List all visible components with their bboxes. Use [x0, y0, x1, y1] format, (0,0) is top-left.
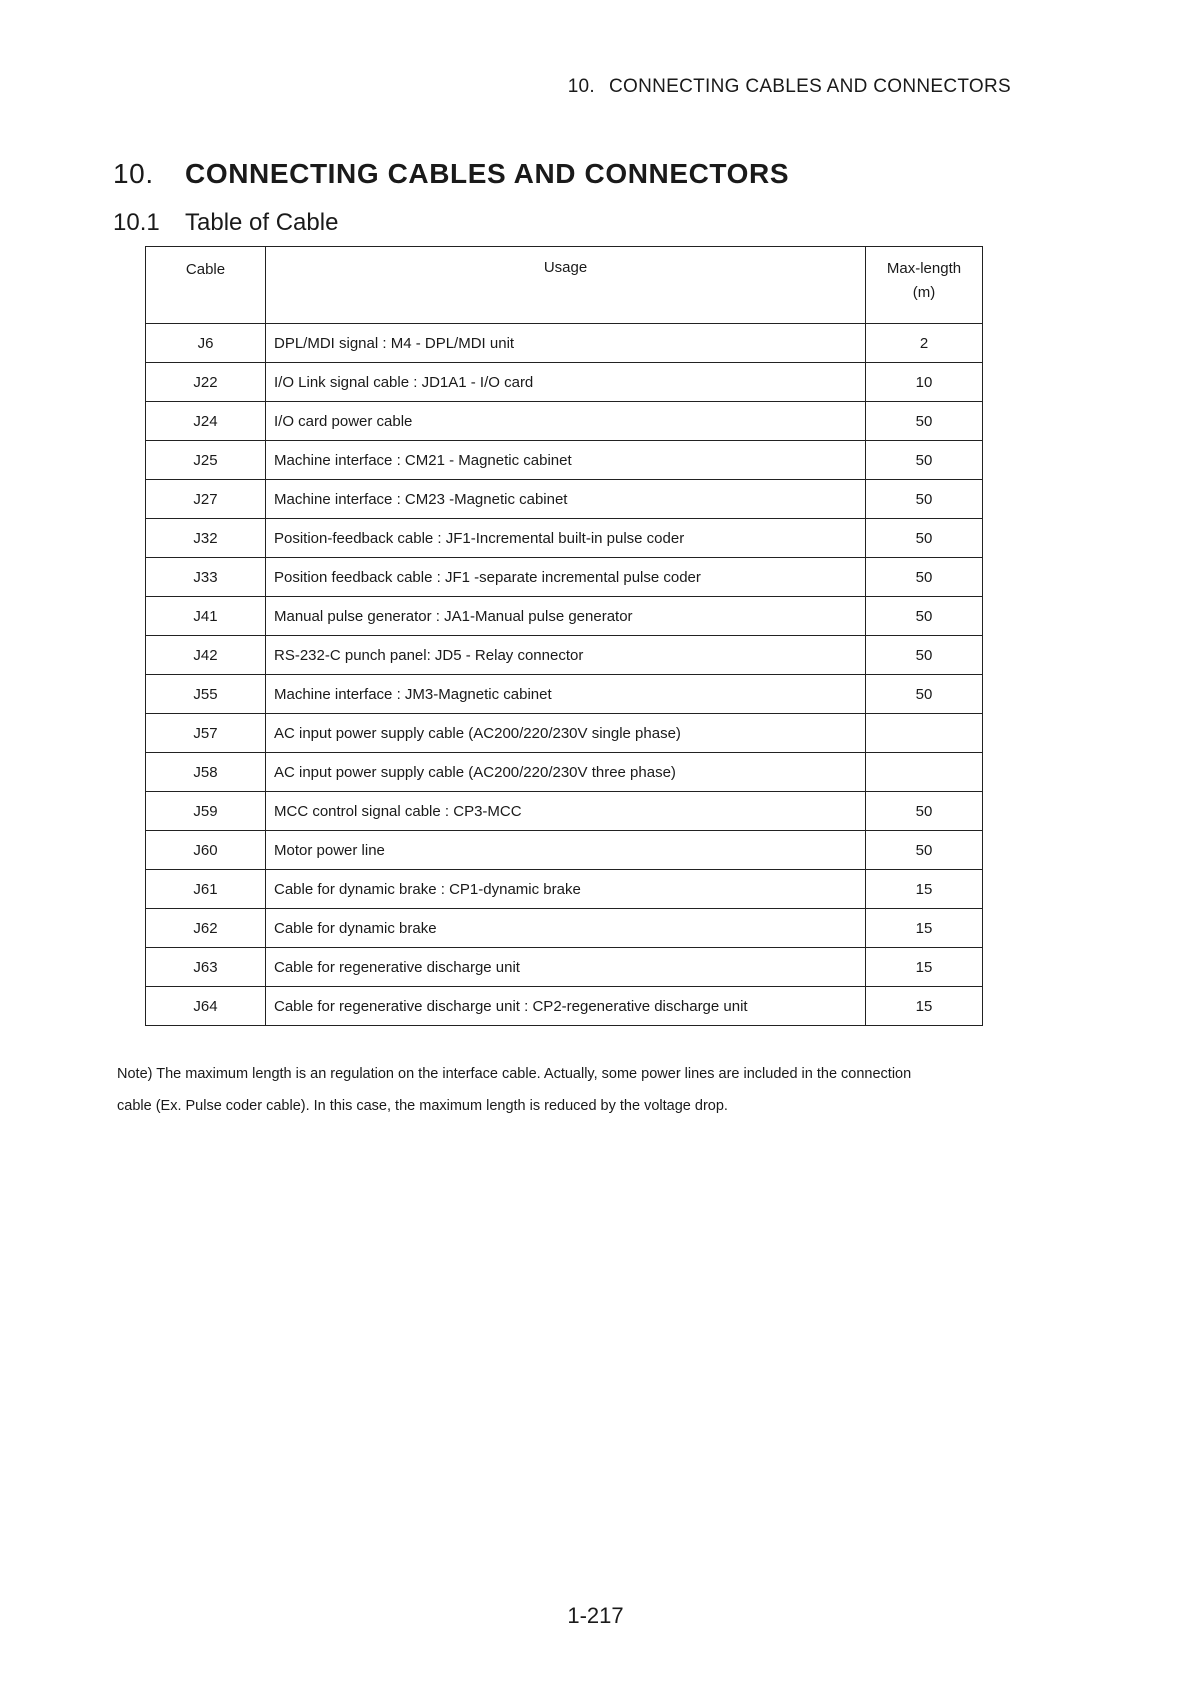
cell-max-length: 2 — [866, 324, 983, 363]
cell-cable: J22 — [146, 363, 266, 402]
cell-usage: RS-232-C punch panel: JD5 - Relay connector — [266, 636, 866, 675]
cell-usage: MCC control signal cable : CP3-MCC — [266, 792, 866, 831]
cell-max-length: 15 — [866, 909, 983, 948]
cell-usage: DPL/MDI signal : M4 - DPL/MDI unit — [266, 324, 866, 363]
header-cable: Cable — [146, 247, 266, 324]
note-line-2: cable (Ex. Pulse coder cable). In this case, the maximum length is reduced by the voltage drop. — [117, 1098, 728, 1114]
running-header — [568, 76, 1011, 98]
cell-max-length: 50 — [866, 402, 983, 441]
cell-usage: Position-feedback cable : JF1-Incremental built-in pulse coder — [266, 519, 866, 558]
cell-usage: I/O Link signal cable : JD1A1 - I/O card — [266, 363, 866, 402]
cell-max-length: 50 — [866, 441, 983, 480]
cell-usage: Cable for regenerative discharge unit — [266, 948, 866, 987]
cell-cable: J42 — [146, 636, 266, 675]
cell-usage: AC input power supply cable (AC200/220/230V three phase) — [266, 753, 866, 792]
table-row — [146, 792, 983, 831]
cell-max-length: 50 — [866, 831, 983, 870]
cell-cable: J58 — [146, 753, 266, 792]
table-row — [146, 831, 983, 870]
cell-cable: J32 — [146, 519, 266, 558]
cell-cable: J59 — [146, 792, 266, 831]
cell-cable: J24 — [146, 402, 266, 441]
chapter-title-text: CONNECTING CABLES AND CONNECTORS — [185, 158, 790, 189]
table-row — [146, 441, 983, 480]
section-title — [113, 209, 338, 237]
chapter-number: 10. — [113, 158, 154, 189]
section-title-text: Table of Cable — [185, 209, 339, 236]
table-row — [146, 870, 983, 909]
cell-max-length: 50 — [866, 558, 983, 597]
table-row — [146, 558, 983, 597]
table-row — [146, 909, 983, 948]
cell-usage: Machine interface : CM23 -Magnetic cabinet — [266, 480, 866, 519]
cell-max-length — [866, 714, 983, 753]
cell-cable: J63 — [146, 948, 266, 987]
table-row — [146, 324, 983, 363]
cell-max-length: 50 — [866, 675, 983, 714]
cell-usage: Cable for dynamic brake : CP1-dynamic brake — [266, 870, 866, 909]
cell-max-length: 50 — [866, 792, 983, 831]
cell-usage: Cable for dynamic brake — [266, 909, 866, 948]
cell-usage: Manual pulse generator : JA1-Manual pulse generator — [266, 597, 866, 636]
cell-cable: J25 — [146, 441, 266, 480]
table-row — [146, 675, 983, 714]
section-number: 10.1 — [113, 209, 160, 236]
table-row — [146, 753, 983, 792]
cell-max-length: 50 — [866, 636, 983, 675]
header-max-length-unit: (m) — [912, 284, 936, 301]
note-paragraph — [117, 1058, 1017, 1122]
cell-usage: Motor power line — [266, 831, 866, 870]
chapter-title — [113, 158, 789, 190]
cell-cable: J27 — [146, 480, 266, 519]
cell-cable: J55 — [146, 675, 266, 714]
cell-cable: J57 — [146, 714, 266, 753]
cell-max-length: 10 — [866, 363, 983, 402]
cell-usage: I/O card power cable — [266, 402, 866, 441]
table-row — [146, 402, 983, 441]
table-row — [146, 987, 983, 1026]
cell-usage: Machine interface : CM21 - Magnetic cabinet — [266, 441, 866, 480]
cell-cable: J62 — [146, 909, 266, 948]
table-row — [146, 948, 983, 987]
table-row — [146, 480, 983, 519]
cell-cable: J60 — [146, 831, 266, 870]
page-number: 1-217 — [567, 1603, 624, 1628]
table-row — [146, 636, 983, 675]
table-header-row — [146, 247, 983, 324]
cell-usage: AC input power supply cable (AC200/220/230V single phase) — [266, 714, 866, 753]
cell-cable: J61 — [146, 870, 266, 909]
table-body — [146, 324, 983, 1026]
cell-cable: J6 — [146, 324, 266, 363]
cell-max-length — [866, 753, 983, 792]
table-row — [146, 363, 983, 402]
cell-usage: Cable for regenerative discharge unit : CP2-regenerative discharge unit — [266, 987, 866, 1026]
cell-max-length: 15 — [866, 948, 983, 987]
table-row — [146, 714, 983, 753]
cell-cable: J41 — [146, 597, 266, 636]
cell-cable: J64 — [146, 987, 266, 1026]
running-header-title: CONNECTING CABLES AND CONNECTORS — [609, 76, 1011, 97]
cell-max-length: 50 — [866, 480, 983, 519]
cell-max-length: 50 — [866, 597, 983, 636]
cable-table — [145, 246, 983, 1026]
header-max-length-label: Max-length — [886, 260, 962, 277]
cell-cable: J33 — [146, 558, 266, 597]
table-row — [146, 597, 983, 636]
header-usage: Usage — [266, 247, 866, 324]
cell-max-length: 15 — [866, 870, 983, 909]
header-max-length — [866, 247, 983, 324]
cell-max-length: 50 — [866, 519, 983, 558]
table-row — [146, 519, 983, 558]
cell-max-length: 15 — [866, 987, 983, 1026]
running-header-number: 10. — [567, 76, 596, 97]
cell-usage: Machine interface : JM3-Magnetic cabinet — [266, 675, 866, 714]
note-line-1: Note) The maximum length is an regulation on the interface cable. Actually, some power lines are included in the connection — [117, 1066, 912, 1082]
cell-usage: Position feedback cable : JF1 -separate incremental pulse coder — [266, 558, 866, 597]
